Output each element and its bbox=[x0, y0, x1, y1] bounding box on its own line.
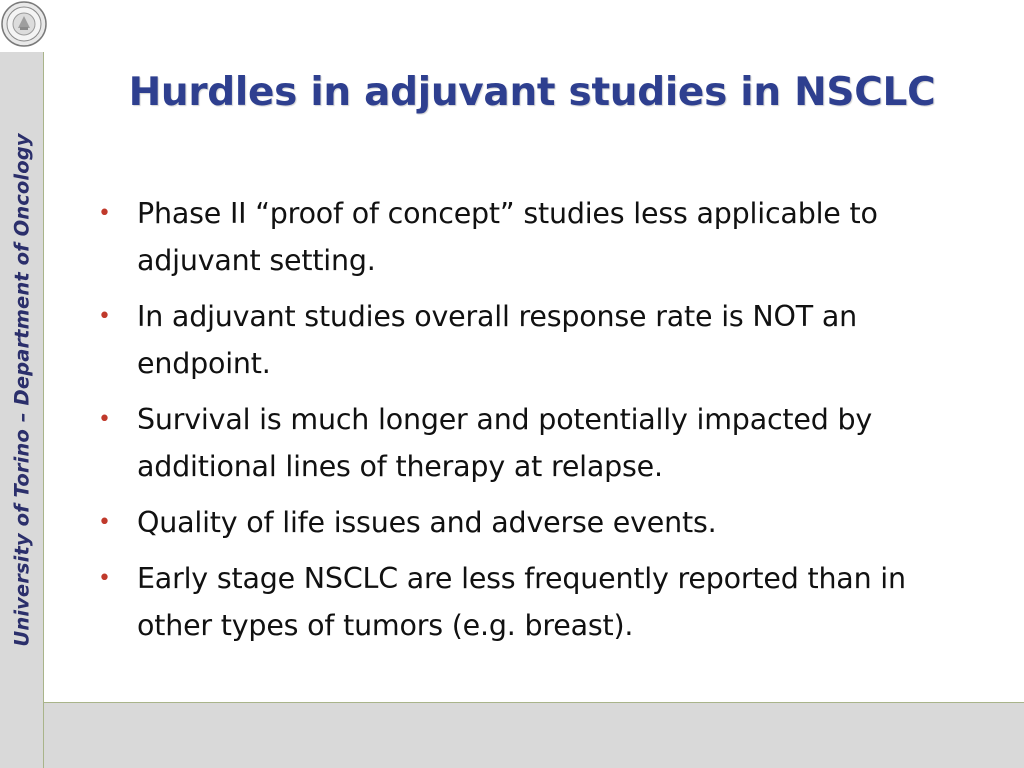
bullet-dot-icon: • bbox=[98, 201, 111, 226]
bullet-text: Phase II “proof of concept” studies less applicable to adjuvant setting. bbox=[137, 197, 878, 277]
bullet-item bbox=[98, 396, 978, 490]
bullet-list bbox=[98, 190, 978, 658]
bullet-item bbox=[98, 293, 978, 387]
bullet-item bbox=[98, 190, 978, 284]
bullet-text: Early stage NSCLC are less frequently reported than in other types of tumors (e.g. breast). bbox=[137, 562, 906, 642]
bullet-text: In adjuvant studies overall response rate is NOT an endpoint. bbox=[137, 300, 857, 380]
university-seal-icon bbox=[1, 1, 47, 47]
side-label: University of Torino – Department of Oncology bbox=[10, 133, 34, 647]
bottom-bar bbox=[44, 702, 1024, 768]
bullet-dot-icon: • bbox=[98, 407, 111, 432]
bullet-item bbox=[98, 555, 978, 649]
bullet-text: Quality of life issues and adverse events. bbox=[137, 506, 717, 539]
bullet-dot-icon: • bbox=[98, 304, 111, 329]
bullet-item bbox=[98, 499, 978, 546]
bullet-dot-icon: • bbox=[98, 566, 111, 591]
bullet-dot-icon: • bbox=[98, 510, 111, 535]
bullet-text: Survival is much longer and potentially impacted by additional lines of therapy at relapse. bbox=[137, 403, 873, 483]
slide-title: Hurdles in adjuvant studies in NSCLC bbox=[128, 70, 936, 115]
